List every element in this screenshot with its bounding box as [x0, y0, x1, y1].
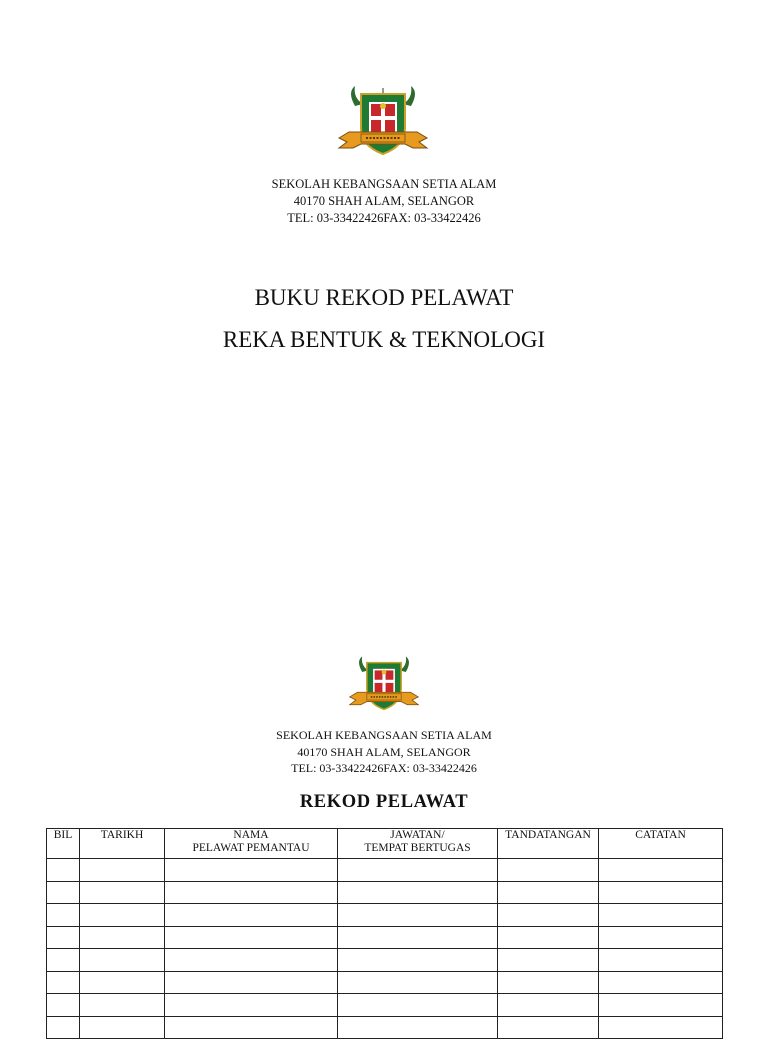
school-crest-icon [345, 654, 423, 718]
school-address-block-bottom [0, 727, 768, 777]
school-address: 40170 SHAH ALAM, SELANGOR [297, 744, 471, 759]
table-header-row [47, 829, 723, 859]
table-row [47, 994, 723, 1017]
column-header-nama: NAMA PELAWAT PEMANTAU [165, 829, 338, 859]
school-name: SEKOLAH KEBANGSAAN SETIA ALAM [271, 177, 497, 191]
school-crest-top [333, 84, 433, 164]
column-header-catatan: CATATAN [599, 829, 723, 859]
school-contact: TEL: 03-33422426FAX: 03-33422426 [291, 761, 477, 775]
column-header-bil: BIL [47, 829, 80, 859]
cover-title-line1: BUKU REKOD PELAWAT [254, 285, 514, 310]
column-header-jawatan: JAWATAN/ TEMPAT BERTUGAS [338, 829, 498, 859]
column-header-tandatangan: TANDATANGAN [498, 829, 599, 859]
visitor-record-table [46, 828, 723, 1039]
school-address-block-top [0, 176, 768, 227]
table-row [47, 1016, 723, 1039]
table-row [47, 949, 723, 972]
school-contact: TEL: 03-33422426FAX: 03-33422426 [287, 211, 481, 225]
cover-title-line2: REKA BENTUK & TEKNOLOGI [222, 327, 546, 352]
table-row [47, 904, 723, 927]
column-header-tarikh: TARIKH [80, 829, 165, 859]
table-row [47, 971, 723, 994]
record-heading: REKOD PELAWAT [299, 792, 469, 812]
table-row [47, 881, 723, 904]
school-crest-icon [333, 84, 433, 164]
table-row [47, 926, 723, 949]
table-row [47, 859, 723, 882]
school-name: SEKOLAH KEBANGSAAN SETIA ALAM [276, 728, 492, 742]
school-address: 40170 SHAH ALAM, SELANGOR [293, 194, 475, 208]
school-crest-bottom [345, 654, 423, 718]
